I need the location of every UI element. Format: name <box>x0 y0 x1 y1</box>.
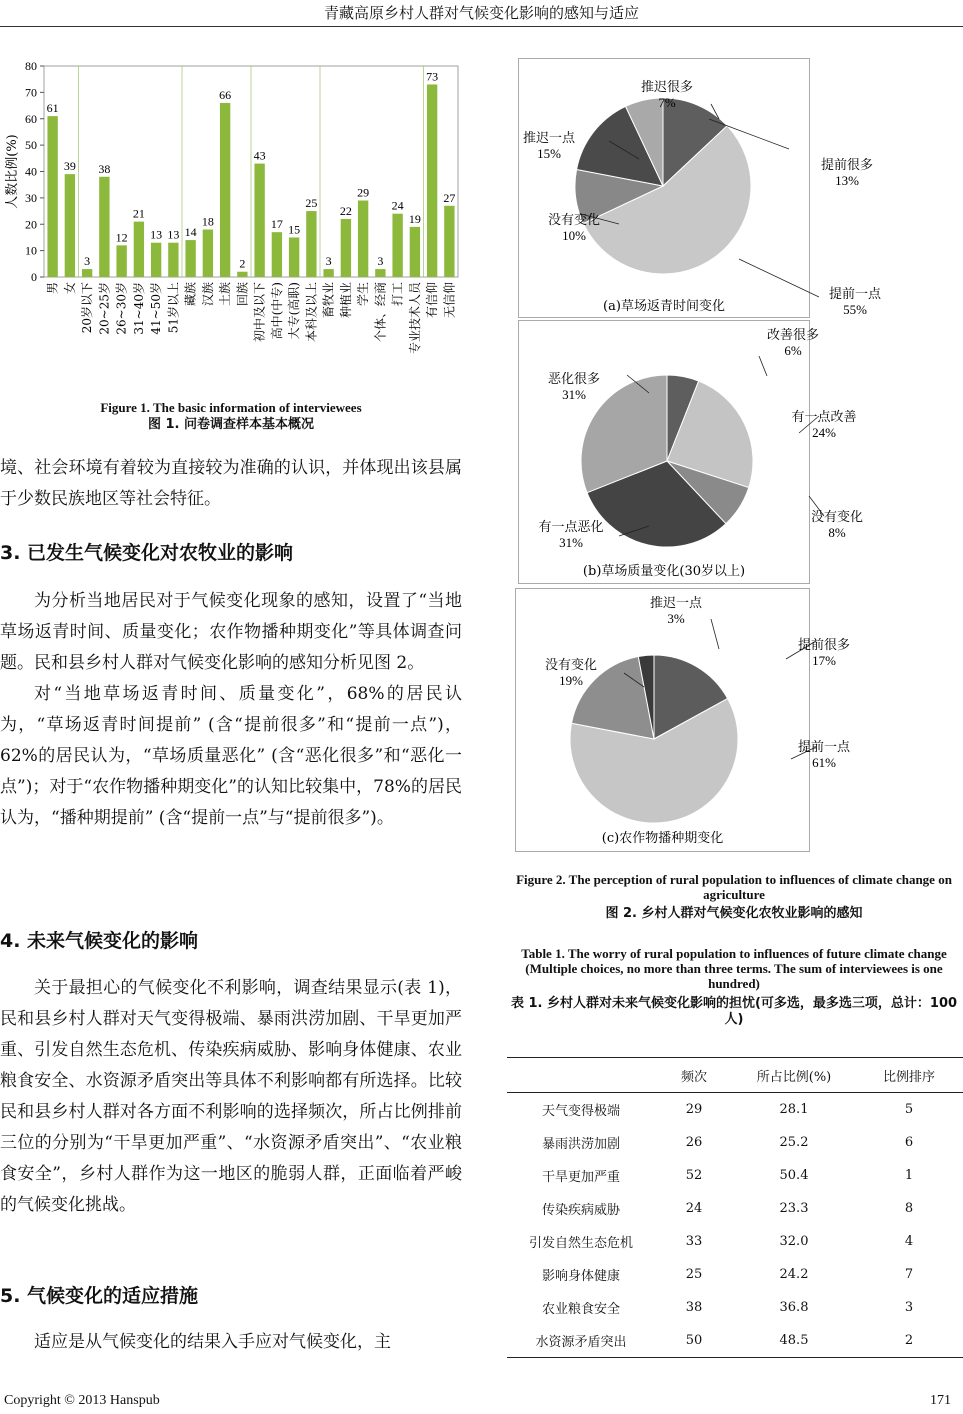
bar <box>444 206 454 277</box>
y-tick-label: 40 <box>25 164 37 179</box>
table-cell: 38 <box>685 1300 703 1315</box>
table-cell: 暴雨洪涝加剧 <box>541 1137 620 1152</box>
bar <box>392 214 402 277</box>
table1-caption-zh: 表 1. 乡村人群对未来气候变化影响的担忧(可多选，最多选三项，总计：100 人) <box>510 996 958 1027</box>
figure1-caption-en: Figure 1. The basic information of interviewees <box>100 400 362 415</box>
x-category-label: 个体、经商 <box>373 282 388 343</box>
pie-slice-pct: 10% <box>562 228 586 243</box>
pie-slice-label: 没有变化 <box>547 213 601 228</box>
pie-title: (b)草场质量变化(30岁以上) <box>582 564 746 579</box>
header-rule <box>0 26 963 27</box>
pie-slice-label: 改善很多 <box>766 328 820 343</box>
bar-value-label: 14 <box>184 225 197 240</box>
bar <box>116 245 126 277</box>
table-cell: 传染疾病威胁 <box>541 1203 620 1218</box>
bar <box>341 219 351 277</box>
x-category-label: 畜牧业 <box>321 282 336 319</box>
pie-slice-label: 有一点恶化 <box>538 520 604 535</box>
bar-value-label: 17 <box>270 217 283 232</box>
bar <box>65 174 75 277</box>
table-row <box>507 1225 963 1258</box>
section4-body <box>0 973 462 1221</box>
bar-value-label: 3 <box>84 254 91 269</box>
footer-copyright: Copyright © 2013 Hanspub <box>4 1393 160 1408</box>
pie-slice-label: 推迟很多 <box>640 80 694 95</box>
table-cell: 7 <box>904 1267 914 1282</box>
section5-body <box>0 1327 462 1358</box>
x-category-label: 男 <box>45 282 60 295</box>
table-cell: 3 <box>904 1300 914 1315</box>
y-tick-label: 50 <box>25 138 37 153</box>
running-header: 青藏高原乡村人群对气候变化影响的感知与适应 <box>323 4 639 22</box>
table-cell: 影响身体健康 <box>541 1269 620 1284</box>
bar <box>151 243 161 277</box>
x-category-label: 41~50岁 <box>149 282 164 335</box>
bar-value-label: 43 <box>253 148 266 163</box>
pie-leader-line <box>759 356 767 376</box>
bar <box>82 269 92 277</box>
pie-slice-pct: 6% <box>784 343 802 358</box>
bar <box>410 227 420 277</box>
x-category-label: 初中及以下 <box>252 282 267 343</box>
pie-slice-pct: 17% <box>812 653 836 668</box>
pie-slice-label: 没有变化 <box>810 510 864 525</box>
table-cell: 25.2 <box>779 1135 809 1150</box>
x-category-label: 土族 <box>218 282 233 307</box>
figure2-caption-en: Figure 2. The perception of rural population to influences of climate change on agriculture <box>516 872 952 902</box>
bar <box>134 222 144 277</box>
x-category-label: 专业技术人员 <box>407 282 422 355</box>
pie-slice-pct: 31% <box>559 535 583 550</box>
x-category-label: 学生 <box>356 282 371 307</box>
pie-slice-pct: 61% <box>812 755 836 770</box>
pie-slice-pct: 7% <box>658 95 676 110</box>
table-cell: 8 <box>904 1201 914 1216</box>
y-tick-label: 20 <box>25 217 37 232</box>
pie-frame-b <box>518 320 864 584</box>
bar-value-label: 12 <box>115 230 128 245</box>
table-cell: 1 <box>904 1168 914 1183</box>
table-header-cell: 比例排序 <box>855 1058 963 1093</box>
pie-slice-pct: 3% <box>667 611 685 626</box>
pie-slice-label: 推迟一点 <box>522 131 576 146</box>
table1-container <box>507 1057 963 1358</box>
bar <box>47 116 57 277</box>
pie-slice-label: 提前很多 <box>797 638 851 653</box>
bar-value-label: 73 <box>426 69 439 84</box>
footer-page-number: 171 <box>930 1393 951 1408</box>
y-axis-label: 人数比例(%) <box>5 134 20 209</box>
x-category-label: 种植业 <box>338 282 353 319</box>
table-cell: 26 <box>685 1135 703 1150</box>
table-cell: 29 <box>685 1102 703 1117</box>
table1-caption-en: Table 1. The worry of rural population to influences of future climate change (Multiple choices, no more than three terms. The sum of interviewees is one hundred) <box>521 946 947 991</box>
bar-value-label: 18 <box>201 214 214 229</box>
bar <box>168 243 178 277</box>
y-tick-label: 70 <box>25 85 37 100</box>
bar-value-label: 27 <box>443 190 456 205</box>
bar-value-label: 66 <box>219 87 232 102</box>
x-category-label: 大专(高职) <box>287 282 302 340</box>
table-cell: 48.5 <box>779 1333 809 1348</box>
table-row <box>507 1126 963 1159</box>
section4-heading: 4. 未来气候变化的影响 <box>0 930 199 952</box>
bar-value-label: 19 <box>408 211 421 226</box>
table-cell: 52 <box>685 1168 703 1183</box>
table-row <box>507 1159 963 1192</box>
table-cell: 28.1 <box>779 1102 809 1117</box>
table-cell: 6 <box>904 1135 914 1150</box>
pie-slice-pct: 19% <box>559 673 583 688</box>
table-header-cell: 所占比例(%) <box>733 1058 855 1093</box>
figure1-caption-zh: 图 1. 问卷调查样本基本概况 <box>147 417 315 432</box>
table-cell: 农业粮食安全 <box>541 1302 620 1317</box>
pie-slice-pct: 24% <box>812 425 836 440</box>
pie-slice-pct: 55% <box>843 302 867 317</box>
table-cell: 引发自然生态危机 <box>528 1236 633 1251</box>
section3-heading: 3. 已发生气候变化对农牧业的影响 <box>0 542 294 564</box>
x-category-label: 20岁以下 <box>80 282 95 334</box>
pie-frame-c <box>515 588 851 852</box>
table-cell: 50 <box>685 1333 703 1348</box>
x-category-label: 31~40岁 <box>131 282 146 335</box>
section3-body <box>0 586 462 834</box>
bar-value-label: 15 <box>288 222 301 237</box>
pie-leader-line <box>739 259 819 297</box>
x-category-label: 51岁以上 <box>166 282 181 334</box>
x-category-label: 有信仰 <box>425 282 440 319</box>
bar <box>203 230 213 277</box>
table-cell: 5 <box>904 1102 914 1117</box>
section5-p1: 适应是从气候变化的结果入手应对气候变化，主 <box>34 1332 391 1352</box>
bar-value-label: 29 <box>357 185 370 200</box>
pie-slice-pct: 13% <box>835 173 859 188</box>
table-cell: 25 <box>685 1267 703 1282</box>
bar-value-label: 3 <box>377 254 384 269</box>
pie-slice-label: 提前一点 <box>828 287 882 302</box>
section4-p1: 关于最担心的气候变化不利影响，调查结果显示(表 1)，民和县乡村人群对天气变得极端、暴雨洪涝加剧、干旱更加严重、引发自然生态危机、传染疾病威胁、影响身体健康、农业粮食安全、水资源矛盾突出等具体不利影响都有所选择。比较民和县乡村人群对各方面不利影响的选择频次，所占比例排前三位的分别为“干旱更加严重”、“水资源矛盾突出”、“农业粮食安全”，乡村人群作为这一地区的脆弱人群，正面临着严峻的气候变化挑战。 <box>0 978 462 1215</box>
table-cell: 天气变得极端 <box>541 1104 620 1119</box>
bar <box>185 240 195 277</box>
bar-value-label: 39 <box>63 159 76 174</box>
pie-slice-pct: 15% <box>537 146 561 161</box>
pie-slice-label: 提前很多 <box>820 158 874 173</box>
bar <box>272 232 282 277</box>
x-category-label: 本科及以上 <box>304 282 319 343</box>
table-row <box>507 1093 963 1127</box>
table-cell: 33 <box>685 1234 703 1249</box>
bar <box>99 177 109 277</box>
pie-slice-label: 没有变化 <box>544 658 598 673</box>
y-tick-label: 30 <box>25 190 37 205</box>
bar <box>254 164 264 277</box>
x-category-label: 汉族 <box>200 282 215 307</box>
x-category-label: 26~30岁 <box>114 282 129 335</box>
bar <box>289 237 299 277</box>
x-category-label: 高中(中专) <box>269 282 284 340</box>
section3-p1: 为分析当地居民对于气候变化现象的感知，设置了“当地草场返青时间、质量变化；农作物播种期变化”等具体调查问题。民和县乡村人群对气候变化影响的感知分析见图 2。 <box>0 591 462 673</box>
x-category-label: 打工 <box>390 282 405 307</box>
pie-title: (c)农作物播种期变化 <box>601 831 724 846</box>
pie-slice-pct: 8% <box>828 525 846 540</box>
pie-leader-line <box>711 619 719 649</box>
x-category-label: 20~25岁 <box>97 282 112 335</box>
figure1-bar-svg <box>0 52 470 392</box>
bar <box>220 103 230 277</box>
table-cell: 水资源矛盾突出 <box>535 1335 627 1350</box>
pie-frame-a <box>518 58 882 318</box>
pie-slice-label: 提前一点 <box>797 740 851 755</box>
y-tick-label: 10 <box>25 243 37 258</box>
bar-value-label: 61 <box>46 101 59 116</box>
table-cell: 4 <box>904 1234 914 1249</box>
bar-value-label: 13 <box>150 227 163 242</box>
table-cell: 23.3 <box>779 1201 809 1216</box>
pie-chart-b <box>519 321 864 583</box>
table-header-cell <box>507 1058 655 1093</box>
bar-value-label: 24 <box>391 198 404 213</box>
pie-slice-label: 推迟一点 <box>649 596 703 611</box>
table-cell: 32.0 <box>779 1234 809 1249</box>
table1 <box>507 1057 963 1358</box>
table-row <box>507 1291 963 1324</box>
table-cell: 36.8 <box>779 1300 809 1315</box>
bar <box>375 269 385 277</box>
x-category-label: 藏族 <box>183 282 198 307</box>
table-row <box>507 1258 963 1291</box>
table-cell: 50.4 <box>779 1168 809 1183</box>
table-header-row <box>507 1058 963 1093</box>
figure2-caption-zh: 图 2. 乡村人群对气候变化农牧业影响的感知 <box>605 906 863 921</box>
bar-value-label: 22 <box>339 203 352 218</box>
bar-value-label: 21 <box>132 206 145 221</box>
pie-slice-label: 有一点改善 <box>791 410 857 425</box>
table-row <box>507 1324 963 1358</box>
y-tick-label: 60 <box>25 111 37 126</box>
section5-heading: 5. 气候变化的适应措施 <box>0 1285 199 1307</box>
pie-slice-pct: 31% <box>562 387 586 402</box>
bar-value-label: 13 <box>167 227 180 242</box>
bar <box>427 84 437 277</box>
x-category-label: 无信仰 <box>442 282 457 319</box>
bar-value-label: 2 <box>239 256 246 271</box>
table-cell: 干旱更加严重 <box>541 1170 620 1185</box>
figure1-chart <box>0 52 470 392</box>
table1-body <box>507 1093 963 1358</box>
table-cell: 24.2 <box>779 1267 809 1282</box>
pie-title: (a)草场返青时间变化 <box>603 299 725 314</box>
y-tick-label: 80 <box>25 59 37 73</box>
intro-paragraph <box>0 453 462 515</box>
section3-p2: 对“当地草场返青时间、质量变化”，68%的居民认为，“草场返青时间提前” (含“提前很多”和“提前一点”)，62%的居民认为，“草场质量恶化” (含“恶化很多”和“恶化一点”)；对于“农作物播种期变化”的认知比较集中，78%的居民认为，“播种期提前” (含“提前一点”与“提前很多”)。 <box>0 684 462 828</box>
x-category-label: 回族 <box>235 282 250 307</box>
intro-text: 境、社会环境有着较为直接较为准确的认识，并体现出该县属于少数民族地区等社会特征。 <box>0 458 462 509</box>
table-row <box>507 1192 963 1225</box>
bar <box>323 269 333 277</box>
bar-value-label: 38 <box>98 161 111 176</box>
bar <box>306 211 316 277</box>
table-cell: 24 <box>685 1201 703 1216</box>
bar <box>358 201 368 277</box>
table-header-cell: 频次 <box>655 1058 733 1093</box>
bar <box>237 272 247 277</box>
bar-value-label: 25 <box>305 196 318 211</box>
pie-slice-label: 恶化很多 <box>547 372 601 387</box>
bar-value-label: 3 <box>325 254 332 269</box>
x-category-label: 女 <box>62 282 77 295</box>
y-tick-label: 0 <box>31 270 37 284</box>
pie-chart-c <box>516 589 851 851</box>
pie-chart-a <box>519 59 882 317</box>
table-cell: 2 <box>904 1333 914 1348</box>
